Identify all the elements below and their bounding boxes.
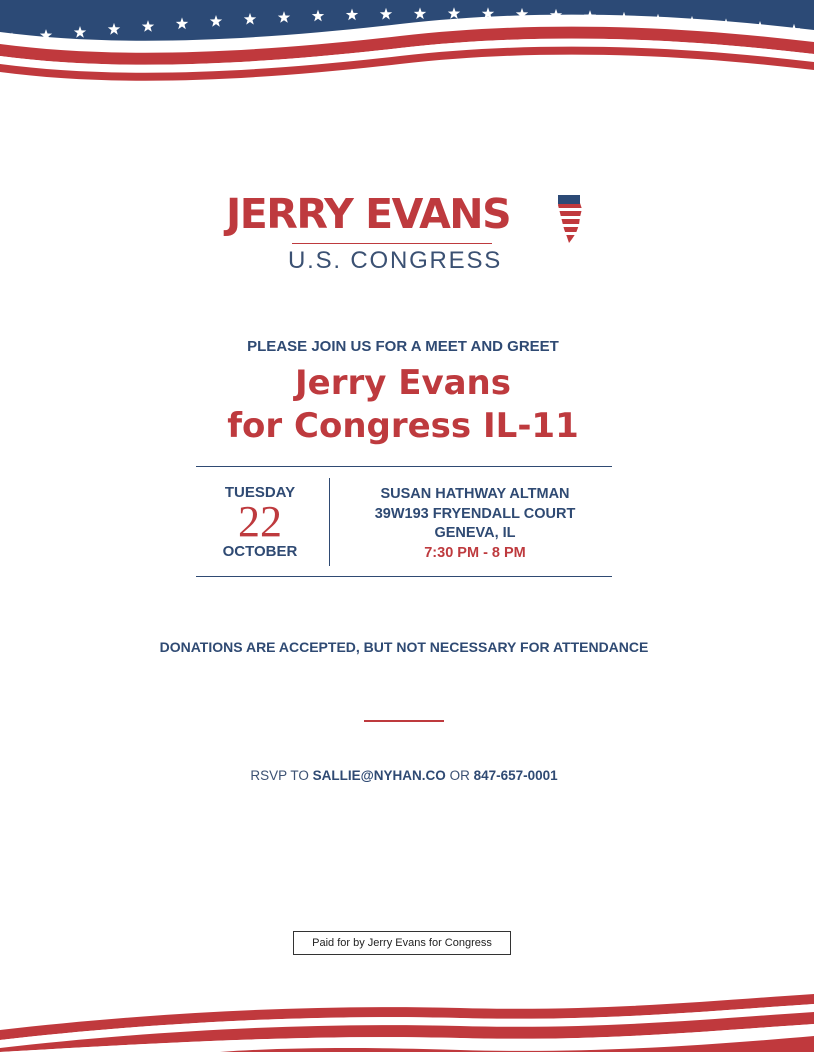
bottom-flag-banner	[0, 990, 814, 1052]
event-time: 7:30 PM - 8 PM	[424, 544, 526, 561]
details-top-rule	[196, 466, 612, 467]
rsvp-separator: OR	[449, 768, 470, 783]
details-vertical-divider	[329, 478, 330, 566]
logo-divider	[292, 243, 492, 244]
paid-for-disclaimer: Paid for by Jerry Evans for Congress	[293, 931, 511, 955]
details-bottom-rule	[196, 576, 612, 577]
logo-name: JERRY EVANS	[226, 190, 511, 238]
campaign-logo	[222, 190, 592, 280]
logo-subtitle: U.S. CONGRESS	[288, 247, 503, 274]
invite-heading: PLEASE JOIN US FOR A MEET AND GREET	[247, 338, 559, 355]
event-title-line-2: for Congress IL-11	[227, 406, 579, 446]
rsvp-line	[0, 768, 808, 783]
illinois-flag-mark-icon	[556, 193, 584, 245]
event-title	[0, 362, 806, 448]
red-divider	[364, 720, 444, 722]
venue-city: GENEVA, IL	[434, 525, 516, 541]
date-day-number: 22	[238, 497, 282, 546]
venue-address: 39W193 FRYENDALL COURT	[374, 505, 576, 522]
date-month: OCTOBER	[222, 543, 298, 560]
rsvp-prefix: RSVP TO	[250, 768, 309, 783]
donations-note: DONATIONS ARE ACCEPTED, BUT NOT NECESSARY FOR ATTENDANCE	[159, 639, 649, 655]
top-flag-banner	[0, 0, 814, 90]
event-title-line-1: Jerry Evans	[294, 363, 512, 403]
venue-host: SUSAN HATHWAY ALTMAN	[380, 486, 570, 502]
rsvp-email-link[interactable]: SALLIE@NYHAN.CO	[312, 768, 446, 783]
date-day-name: TUESDAY	[224, 484, 296, 501]
event-venue	[340, 485, 610, 563]
rsvp-phone-link[interactable]: 847-657-0001	[473, 768, 558, 783]
